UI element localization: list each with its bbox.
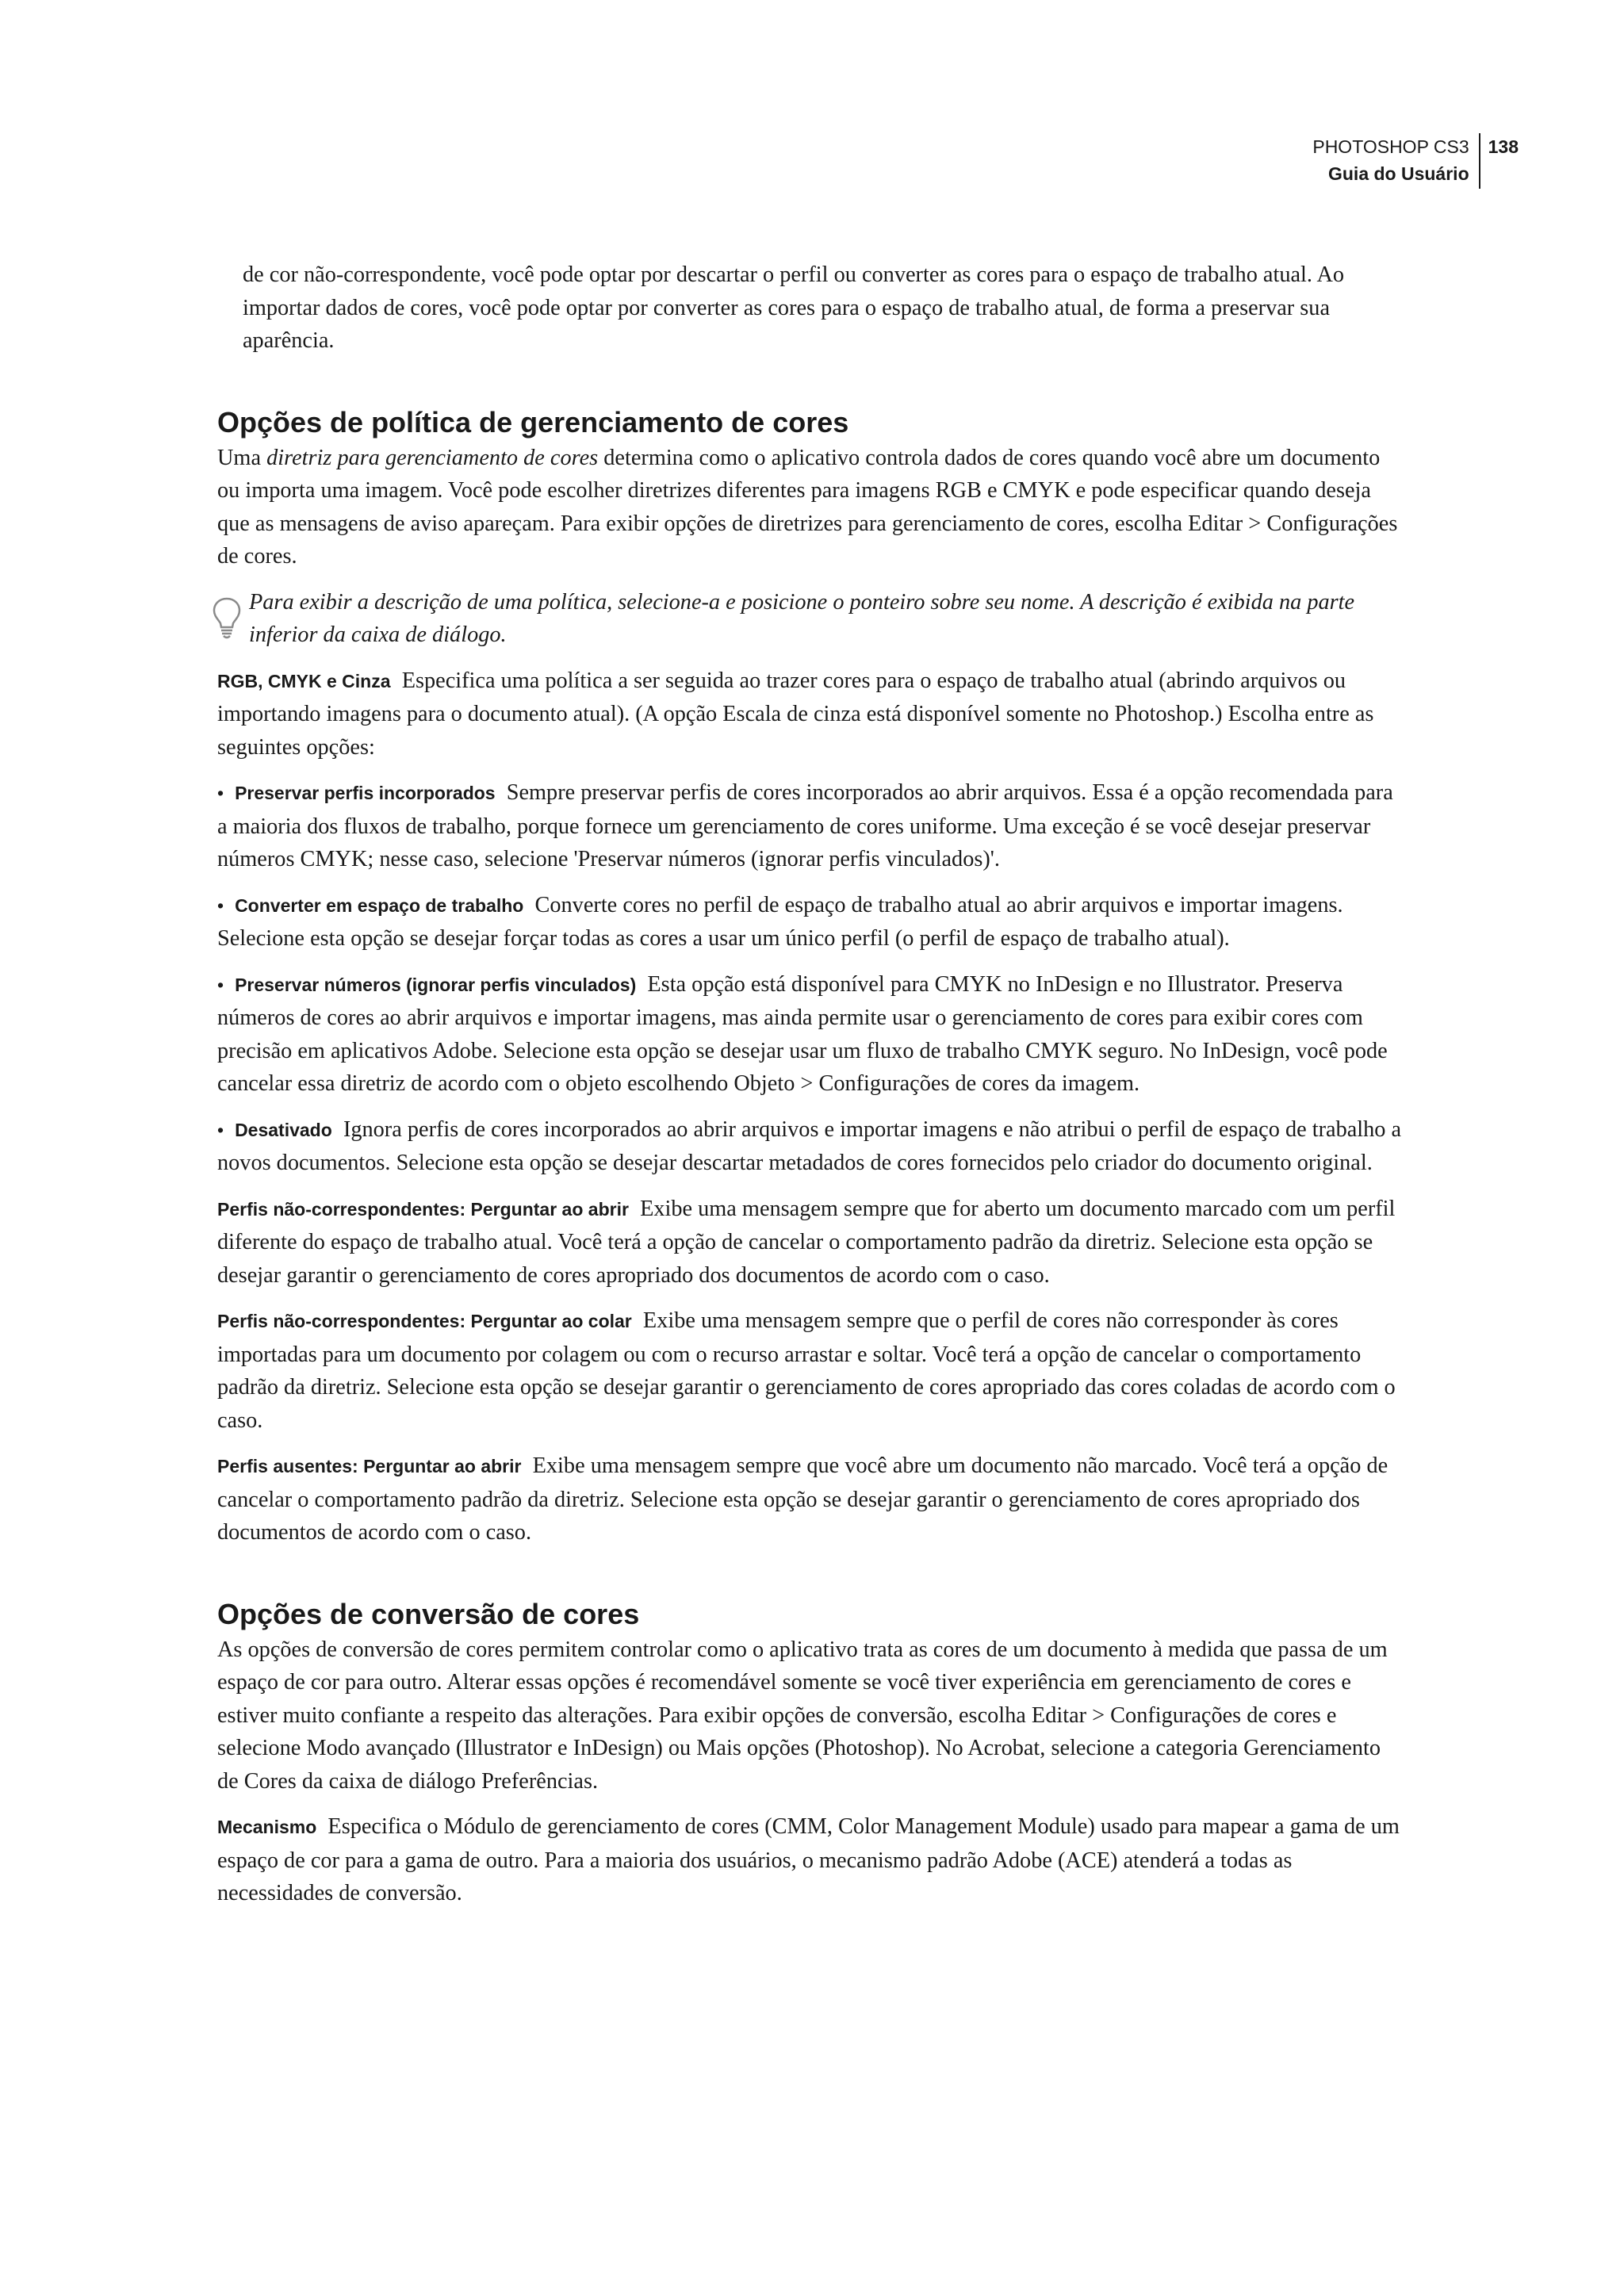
lightbulb-icon [211, 586, 249, 650]
running-header [1312, 133, 1478, 187]
page-header [1312, 133, 1519, 189]
def-item: Perfis não-correspondentes: Perguntar ao abrir Exibe uma mensagem sempre que for aberto um documento marcado com um perfil diferente do espaço de trabalho atual. Você terá a opção de cancelar o comportamento padrão da diretriz. Selecione esta opção se desejar garantir o gerenciamento de cores apropriado dos documentos de acordo com o caso. [217, 1196, 1396, 1288]
bullet-item: • Preservar perfis incorporados Sempre preservar perfis de cores incorporados ao abrir arquivos. Essa é a opção recomendada para a maioria dos fluxos de trabalho, porque fornece um gerenciamento de cores uniforme. Uma exceção é se você desejar preservar números CMYK; nesse caso, selecione 'Preservar números (ignorar perfis vinculados)'. [217, 780, 1393, 871]
bullet-icon: • [217, 1119, 224, 1140]
def-item: Perfis ausentes: Perguntar ao abrir Exibe uma mensagem sempre que você abre um documento não marcado. Você terá a opção de cancelar o comportamento padrão da diretriz. Selecione esta opção se desejar garantir o gerenciamento de cores apropriado dos documentos de acordo com o caso. [217, 1453, 1388, 1545]
policy-intro-paragraph: Uma diretriz para gerenciamento de cores determina como o aplicativo controla dados de cores quando você abre um documento ou importa uma imagem. Você pode escolher diretrizes diferentes para imagens RGB e CMYK e pode especificar quando deseja que as mensagens de aviso apareçam. Para exibir opções de diretrizes para gerenciamento de cores, escolha Editar > Configurações de cores. [217, 445, 1398, 569]
bullet-icon: • [217, 783, 224, 803]
section-heading-conversion: Opções de conversão de cores [217, 1597, 640, 1630]
policy-term: diretriz para gerenciamento de cores [266, 445, 599, 470]
def-term: RGB, CMYK e Cinza [217, 670, 391, 691]
page-number: 138 [1488, 136, 1519, 157]
product-title: PHOTOSHOP CS3 [1312, 136, 1469, 157]
tip-note [217, 586, 1407, 652]
section-heading-policy: Opções de política de gerenciamento de cores [217, 405, 849, 439]
bullet-item: • Converter em espaço de trabalho Converte cores no perfil de espaço de trabalho atual ao abrir arquivos e importar imagens. Selecione esta opção se desejar forçar todas as cores a usar um único perfil (o perfil de espaço de trabalho atual). [217, 892, 1343, 951]
def-mecanismo: Mecanismo Especifica o Módulo de gerenciamento de cores (CMM, Color Management Module) usado para mapear a gama de um espaço de cor para a gama de outro. Para a maioria dos usuários, o mecanismo padrão Adobe (ACE) atenderá a todas as necessidades de conversão. [217, 1814, 1400, 1905]
guide-title: Guia do Usuário [1327, 163, 1469, 184]
conversion-intro-paragraph: As opções de conversão de cores permitem controlar como o aplicativo trata as cores de um documento à medida que passa de um espaço de cor para outro. Alterar essas opções é recomendável somente se você tiver experiência em gerenciamento de cores e estiver muito confiante a respeito das alterações. Para exibir opções de conversão, escolha Editar > Configurações de cores e selecione Modo avançado (Illustrator e InDesign) ou Mais opções (Photoshop). No Acrobat, selecione a categoria Gerenciamento de Cores da caixa de diálogo Preferências. [217, 1637, 1388, 1794]
bullet-icon: • [217, 894, 224, 916]
def-rgb-cmyk-gray: RGB, CMYK e Cinza Especifica uma política a ser seguida ao trazer cores para o espaço de trabalho atual (abrindo arquivos ou importando imagens para o documento atual). (A opção Escala de cinza está disponível somente no Photoshop.) Escolha entre as seguintes opções: [217, 668, 1374, 760]
bullet-icon: • [217, 974, 224, 995]
bullet-item: • Preservar números (ignorar perfis vinculados) Esta opção está disponível para CMYK no InDesign e no Illustrator. Preserva números de cores ao abrir arquivos e importar imagens, mas ainda permite usar o gerenciamento de cores para exibir cores com precisão em aplicativos Adobe. Selecione esta opção se desejar usar um fluxo de trabalho CMYK seguro. No InDesign, você pode cancelar essa diretriz de acordo com o objeto escolhendo Objeto > Configurações de cores da imagem. [217, 971, 1388, 1096]
def-item: Perfis não-correspondentes: Perguntar ao colar Exibe uma mensagem sempre que o perfil de cores não corresponder às cores importadas para um documento por colagem ou com o recurso arrastar e soltar. Você terá a opção de cancelar o comportamento padrão da diretriz. Selecione esta opção se desejar garantir o gerenciamento de cores apropriado das cores coladas de acordo com o caso. [217, 1308, 1396, 1433]
tip-text: Para exibir a descrição de uma política, selecione-a e posicione o ponteiro sobre seu nome. A descrição é exibida na parte inferior da caixa de diálogo. [249, 589, 1355, 647]
bullet-item: • Desativado Ignora perfis de cores incorporados ao abrir arquivos e importar imagens e não atribui o perfil de espaço de trabalho a novos documentos. Selecione esta opção se desejar descartar metadados de cores fornecidos pelo criador do documento original. [217, 1116, 1402, 1175]
intro-paragraph: de cor não-correspondente, você pode optar por descartar o perfil ou converter as cores para o espaço de trabalho atual. Ao importar dados de cores, você pode optar por converter as cores para o espaço de trabalho atual, de forma a preservar sua aparência. [243, 262, 1345, 353]
page-body [217, 259, 1407, 1910]
